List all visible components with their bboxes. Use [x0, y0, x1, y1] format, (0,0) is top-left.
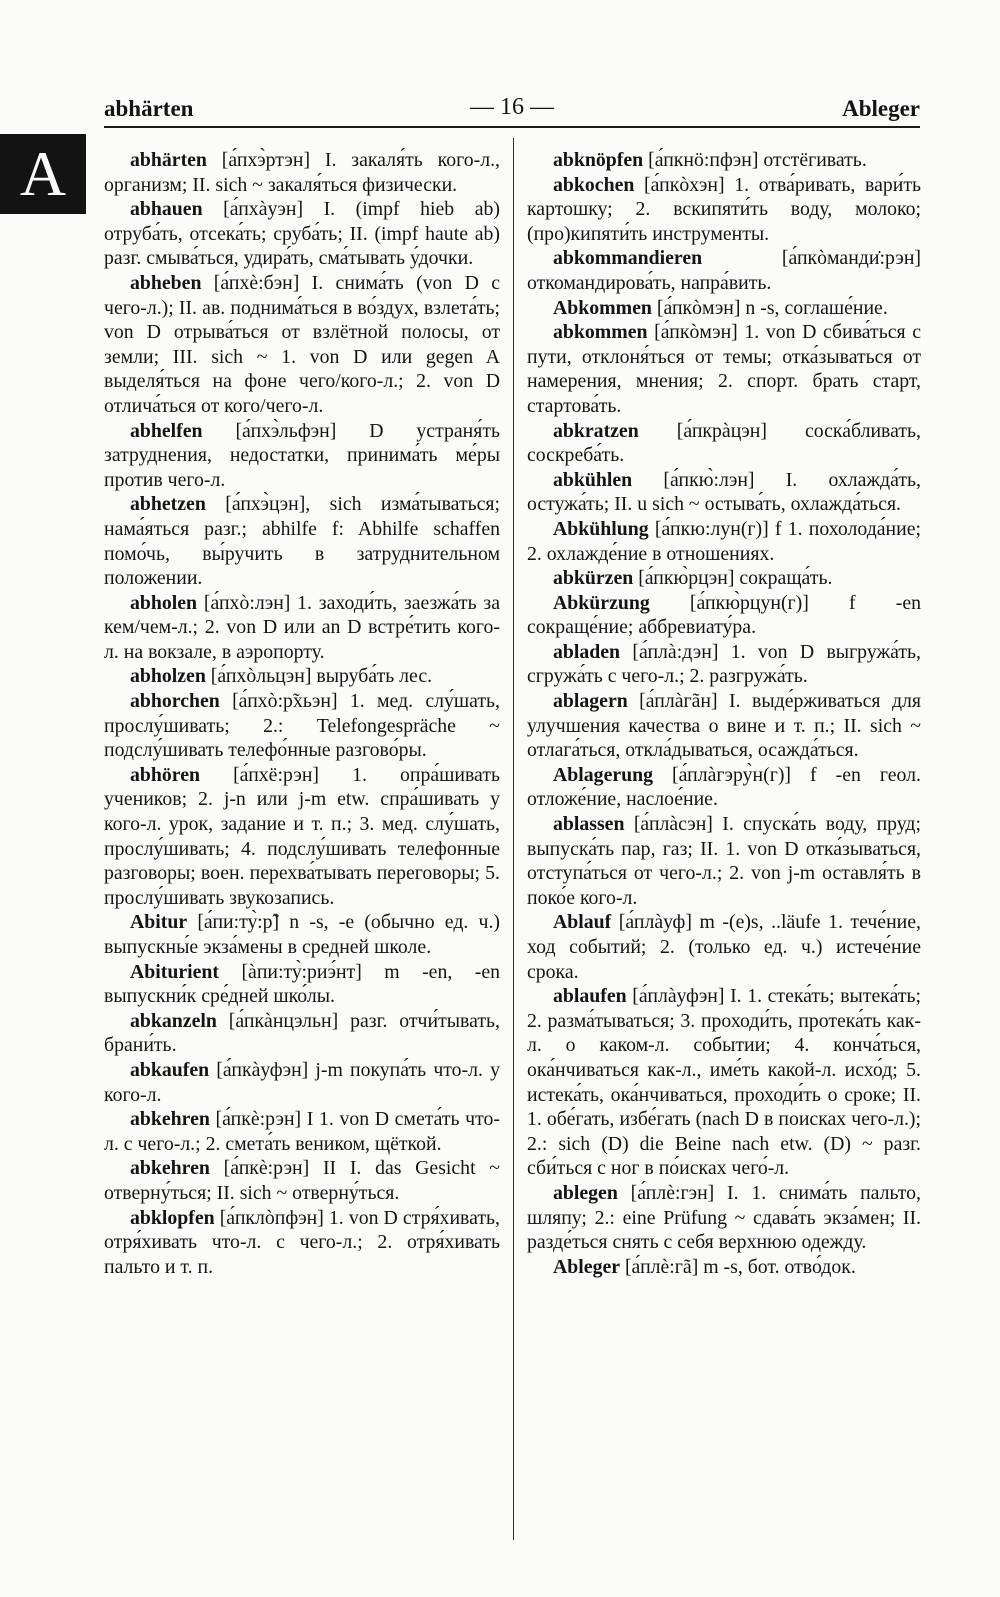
- entry-headword: abkanzeln: [130, 1009, 217, 1032]
- dictionary-entry: [527, 246, 921, 295]
- dictionary-entry: [104, 910, 500, 959]
- entry-definition: [а́пкòмэн] n -s, соглаше́ние.: [651, 296, 888, 319]
- entry-definition: [àпи:ту̀:риэ́нт] m -en, -en выпускни́к сре́дней шко́лы.: [104, 960, 500, 1008]
- entry-headword: abkehren: [130, 1157, 210, 1180]
- entry-definition: [а́плàуф] m -(e)s, ..läufe 1. тече́ние, ход событий; 2. (только ед. ч.) истече́ние срока.: [527, 911, 921, 983]
- entry-headword: abladen: [553, 640, 621, 663]
- section-letter-tab: A: [0, 134, 86, 214]
- entry-headword: abhelfen: [130, 419, 203, 442]
- entry-headword: ablassen: [553, 813, 625, 836]
- entry-definition: [а́плàсэн] I. спуска́ть воду, пруд; выпуска́ть пар, газ; II. 1. von D отка́зываться, отступа́ться от чего-л.; 2. von j-m оставля́ть в поко́е кого-л.: [527, 813, 921, 909]
- left-column: [104, 148, 500, 1279]
- entry-headword: abkürzen: [553, 567, 634, 590]
- entry-definition: [а́пкю̀рцун(г)] f -en сокраще́ние; аббревиату́ра.: [527, 591, 921, 639]
- entry-definition: [а́пхò:р̃хьэн] 1. мед. слу́шать, прослу́шивать; 2.: Telefongespräche ~ подслу́шивать телефо́нные разгово́ры.: [104, 690, 500, 762]
- dictionary-entry: [527, 1181, 921, 1255]
- entry-headword: ablegen: [553, 1181, 618, 1204]
- entry-definition: [а́пклòпфэн] 1. von D стря́хивать, отря́хивать что-л. с чего-л.; 2. отря́хивать пальто и т. п.: [104, 1206, 500, 1278]
- dictionary-entry: [104, 271, 500, 419]
- entry-definition: [а́пхòльцэн] выруба́ть лес.: [205, 665, 433, 688]
- entry-headword: abhören: [130, 763, 200, 786]
- entry-headword: abkochen: [553, 173, 635, 196]
- entry-headword: abhorchen: [130, 690, 220, 713]
- dictionary-entry: [527, 984, 921, 1181]
- dictionary-entry: [527, 763, 921, 812]
- header-first-entry: abhärten: [104, 96, 194, 121]
- dictionary-entry: [527, 173, 921, 247]
- entry-definition: [а́пхè:бэн] I. снима́ть (von D с чего-л.); II. ав. поднима́ться в во́здух, взлета́ть; von D отрыва́ться от взлётной полосы, от земли; III. sich ~ 1. von D или gegen A выделя́ться на фоне чего/кого-л.; 2. von D отлича́ться от кого/чего-л.: [104, 271, 500, 417]
- dictionary-entry: [104, 1009, 500, 1058]
- entry-definition: [а́пхэ̀ртэн] I. закаля́ть кого-л., организм; II. sich ~ закаля́ться физически.: [104, 149, 500, 196]
- entry-headword: abkommen: [553, 321, 648, 344]
- entry-definition: [а́пи:ту̀:р̃] n -s, -e (обычно ед. ч.) выпускны́е экза́мены в средней школе.: [104, 911, 500, 958]
- entry-headword: abknöpfen: [553, 149, 644, 171]
- dictionary-entry: [104, 664, 500, 689]
- dictionary-entry: [104, 1107, 500, 1156]
- dictionary-entry: [527, 812, 921, 910]
- entry-definition: [а́пхàуэн] I. (impf hieb ab) отруба́ть, отсека́ть; сруба́ть; II. (impf haute ab) разг. смыва́ться, удира́ть, сма́тывать у́дочки.: [104, 198, 500, 270]
- dictionary-entry: [527, 591, 921, 640]
- entry-definition: [а́пкнö:пфэн] отстёгивать.: [643, 149, 867, 171]
- dictionary-entry: [104, 148, 500, 197]
- dictionary-entry: [527, 296, 921, 321]
- entry-headword: abholzen: [130, 665, 206, 688]
- dictionary-entry: [527, 148, 921, 173]
- dictionary-entry: [527, 910, 921, 984]
- dictionary-entry: [104, 763, 500, 911]
- entry-definition: [а́пкю̀:лэн] I. охлажда́ть, остужа́ть; II. u sich ~ остыва́ть, охлажда́ться.: [527, 468, 921, 516]
- right-column: [527, 148, 921, 1279]
- entry-headword: abhetzen: [130, 493, 206, 516]
- entry-definition: [а́пхэ̀льфэн] D устраня́ть затруднения, недостатки, принима́ть ме́ры против чего-л.: [104, 419, 500, 491]
- entry-definition: [а́плà:дэн] 1. von D выгружа́ть, сгружа́ть с чего-л.; 2. разгружа́ть.: [527, 640, 921, 688]
- entry-definition: [а́пкè:рэн] II I. das Gesicht ~ отверну́ться; II. sich ~ отверну́ться.: [104, 1157, 500, 1204]
- entry-definition: [а́пкè:рэн] I 1. von D смета́ть что-л. с чего-л.; 2. смета́ть веником, щёткой.: [104, 1108, 500, 1155]
- dictionary-entry: [104, 492, 500, 590]
- entry-headword: ablaufen: [553, 985, 627, 1008]
- entry-definition: [а́пкòмэн] 1. von D сбива́ться с пути, отклоня́ться от темы; отка́зываться от намерения, мнения; 2. спорт. брать старт, стартова́ть.: [527, 321, 921, 417]
- entry-headword: abkommandieren: [553, 247, 703, 270]
- entry-headword: abhärten: [130, 149, 207, 171]
- entry-headword: Abiturient: [130, 960, 220, 983]
- column-divider: [513, 138, 514, 1540]
- dictionary-entry: [104, 1156, 500, 1205]
- dictionary-entry: [527, 640, 921, 689]
- dictionary-entry: [104, 960, 500, 1009]
- entry-headword: Ablauf: [553, 911, 612, 934]
- entry-headword: Ablagerung: [553, 763, 654, 786]
- dictionary-entry: [527, 419, 921, 468]
- entry-headword: abkaufen: [130, 1058, 210, 1081]
- dictionary-entry: [104, 419, 500, 493]
- entry-headword: abklopfen: [130, 1206, 215, 1229]
- dictionary-entry: [527, 468, 921, 517]
- header-last-entry: Ableger: [842, 96, 920, 121]
- page-header: [104, 92, 920, 126]
- entry-headword: abkehren: [130, 1108, 210, 1131]
- dictionary-entry: [104, 689, 500, 763]
- entry-headword: Abkühlung: [553, 517, 649, 540]
- entry-definition: [а́плàуфэн] I. 1. стека́ть; вытека́ть; 2. разма́тываться; 3. проходи́ть, протека́ть как-л. о каком-л. событии; 4. конча́ться, ока́нчиваться как-л., име́ть какой-л. исхо́д; 5. истека́ть, ока́нчиваться, проходи́ть о сроке; II. 1. обе́гать, избе́гать (nach D в поисках чего-л.); 2.: sich (D) die Beine nach etw. (D) ~ разг. сби́ться с ног в по́исках чего́-л.: [527, 985, 921, 1180]
- entry-definition: [а́плàгãн] I. выде́рживаться для улучшения качества о вине и т. п.; II. sich ~ отлага́ться, откла́дываться, осажда́ться.: [527, 690, 921, 762]
- entry-definition: [а́пкю̀рцэн] сокраща́ть.: [633, 567, 833, 590]
- entry-headword: Ableger: [553, 1255, 621, 1278]
- dictionary-entry: [527, 320, 921, 418]
- page-number: — 16 —: [470, 94, 554, 120]
- entry-definition: [а́пхё:рэн] 1. опра́шивать учеников; 2. j-n или j-m etw. спра́шивать у кого-л. урок, задание и т. п.; 3. мед. слу́шать, прослу́шивать; 4. подслу́шивать телефонные разговоры; воен. перехва́тывать переговоры; 5. прослу́шивать звукозапись.: [104, 763, 500, 909]
- entry-headword: abheben: [130, 271, 202, 294]
- dictionary-entry: [104, 1058, 500, 1107]
- entry-headword: abhauen: [130, 198, 203, 221]
- entry-definition: [а́плè:гэн] I. 1. снима́ть пальто, шляпу; 2.: eine Prüfung ~ сдава́ть экза́мен; II. разде́ться снять с себя верхнюю одежду.: [527, 1181, 921, 1254]
- dictionary-entry: [104, 591, 500, 665]
- entry-definition: [а́пкòманди̇:рэн] откомандирова́ть, напра́вить.: [527, 247, 921, 294]
- entry-definition: [а́пкàуфэн] j-m покупа́ть что-л. у кого-л.: [104, 1058, 500, 1106]
- entry-headword: Abitur: [130, 911, 188, 934]
- entry-definition: [а́пкрàцэн] соска́бливать, соскреба́ть.: [527, 419, 921, 467]
- entry-headword: Abkürzung: [553, 591, 650, 614]
- entry-definition: [а́пкю:лун(г)] f 1. похолода́ние; 2. охлажде́ние в отношениях.: [527, 517, 921, 565]
- entry-definition: [а́пхò:лэн] 1. заходи́ть, заезжа́ть за кем/чем-л.; 2. von D или an D встре́тить кого-л. на вокзале, в аэропорту.: [104, 591, 500, 663]
- dictionary-entry: [104, 1206, 500, 1280]
- dictionary-entry: [527, 566, 921, 591]
- entry-definition: [а́плè:гã] m -s, бот. отво́док.: [620, 1255, 856, 1278]
- entry-definition: [а́пкòхэн] 1. отва́ривать, вари́ть картошку; 2. вскипяти́ть воду, молоко; (про)кипяти́ть инструменты.: [527, 173, 921, 245]
- entry-headword: abkratzen: [553, 419, 639, 442]
- header-rule: [104, 126, 920, 128]
- dictionary-entry: [527, 1255, 921, 1280]
- dictionary-entry: [104, 197, 500, 271]
- dictionary-entry: [527, 517, 921, 566]
- entry-headword: abholen: [130, 591, 198, 614]
- entry-headword: Abkommen: [553, 296, 652, 319]
- entry-headword: ablagern: [553, 690, 628, 713]
- entry-definition: [а́пхэ̀цэн], sich изма́тываться; нама́яться разг.; abhilfe f: Abhilfe schaffen помо́чь, вы́ручить в затруднительном положении.: [104, 493, 500, 590]
- entry-definition: [а́плàгэру̀н(г)] f -en геол. отложе́ние, наслое́ние.: [527, 763, 921, 811]
- entry-definition: [а́пкàнцэльн] разг. отчи́тывать, брани́ть.: [104, 1009, 500, 1057]
- entry-headword: abkühlen: [553, 468, 633, 491]
- dictionary-entry: [527, 689, 921, 763]
